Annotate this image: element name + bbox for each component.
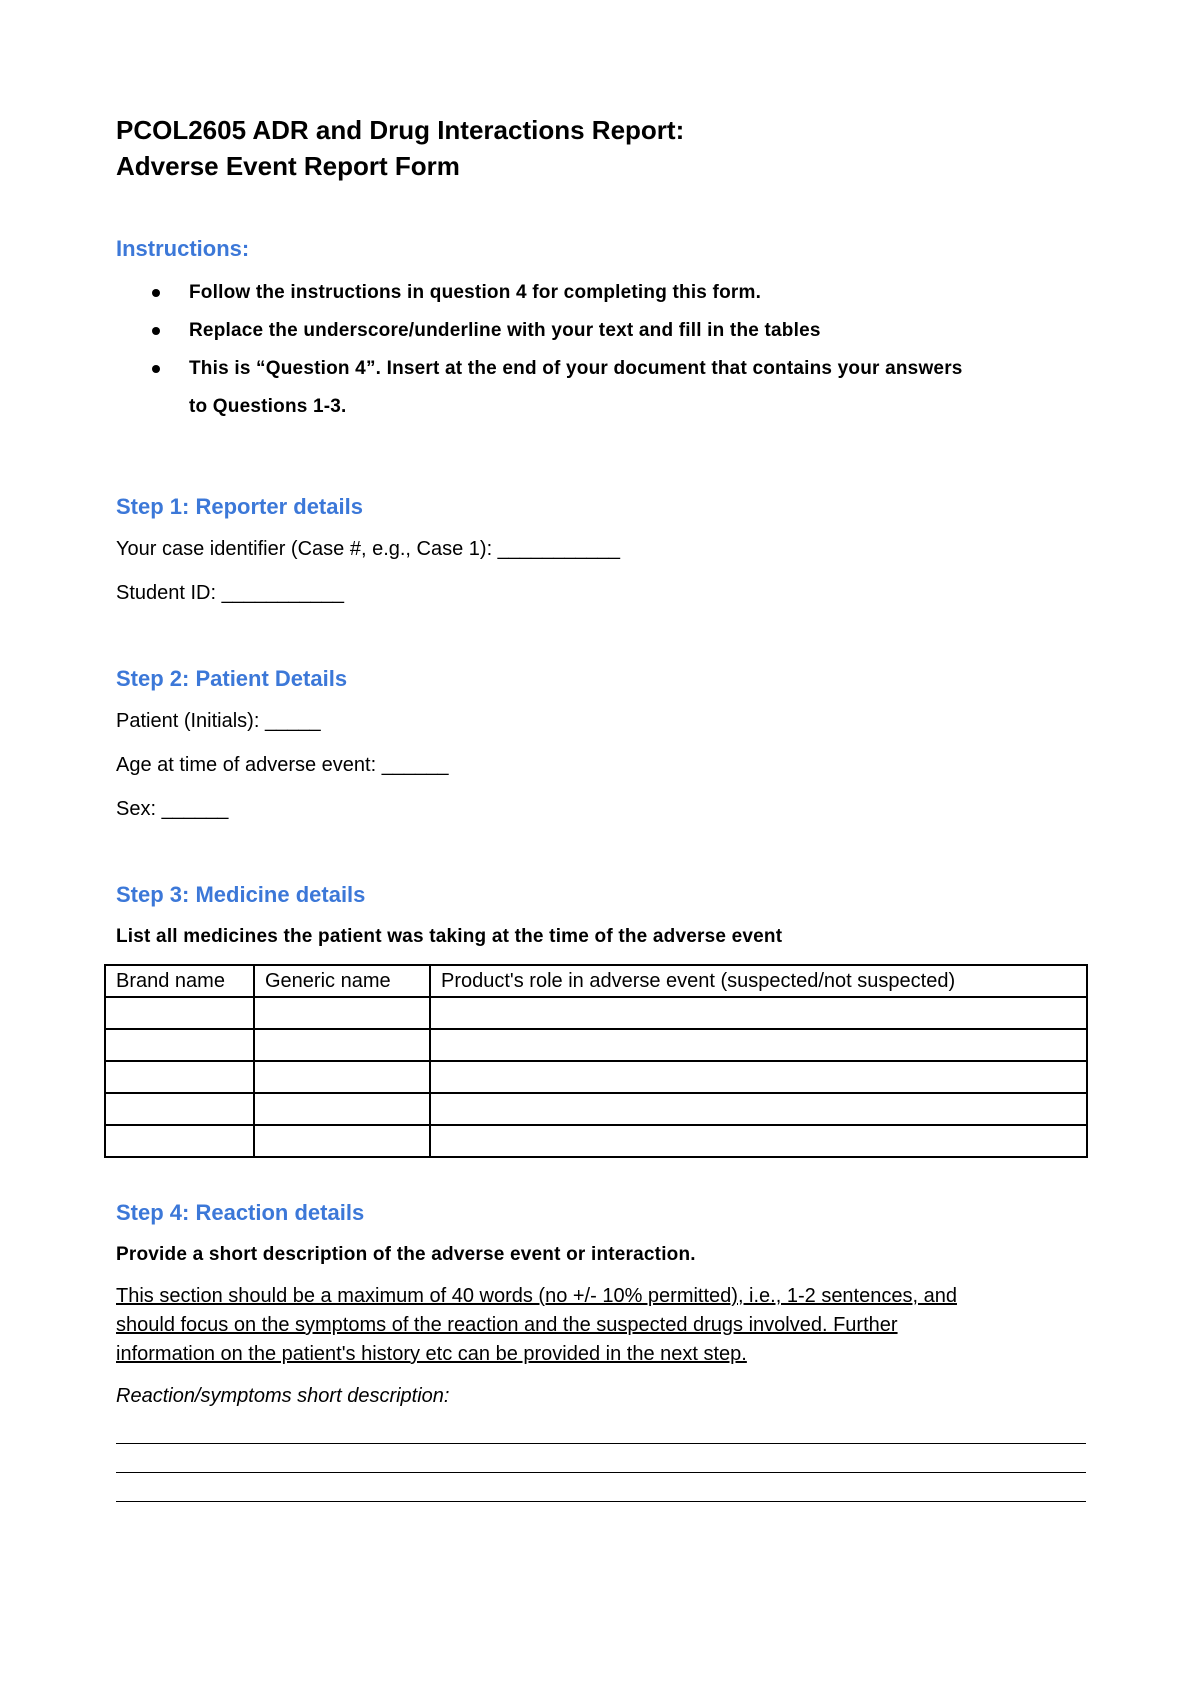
reaction-guidance-line: This section should be a maximum of 40 words (no +/- 10% permitted), i.e., 1-2 sentences, and bbox=[116, 1285, 957, 1307]
product-role-cell[interactable] bbox=[430, 1029, 1087, 1061]
table-row bbox=[105, 997, 1087, 1029]
reaction-description-label: Reaction/symptoms short description: bbox=[116, 1385, 450, 1407]
patient-sex-field[interactable]: Sex: ______ bbox=[116, 798, 229, 820]
reaction-guidance-line: information on the patient's history etc can be provided in the next step. bbox=[116, 1343, 747, 1365]
brand-name-cell[interactable] bbox=[105, 1125, 254, 1157]
generic-name-cell[interactable] bbox=[254, 1061, 430, 1093]
bullet-icon bbox=[152, 365, 160, 373]
product-role-cell[interactable] bbox=[430, 1093, 1087, 1125]
document-title-line-2: Adverse Event Report Form bbox=[116, 151, 460, 181]
brand-name-cell[interactable] bbox=[105, 1029, 254, 1061]
instruction-item-continuation: to Questions 1-3. bbox=[189, 396, 347, 417]
brand-name-cell[interactable] bbox=[105, 997, 254, 1029]
step2-heading: Step 2: Patient Details bbox=[116, 666, 348, 691]
generic-name-cell[interactable] bbox=[254, 997, 430, 1029]
brand-name-cell[interactable] bbox=[105, 1061, 254, 1093]
header-product-role: Product's role in adverse event (suspected/not suspected) bbox=[430, 965, 1087, 997]
reaction-description-line-3[interactable] bbox=[116, 1473, 1086, 1502]
table-row bbox=[105, 1093, 1087, 1125]
step1-heading: Step 1: Reporter details bbox=[116, 494, 363, 519]
patient-age-field[interactable]: Age at time of adverse event: ______ bbox=[116, 754, 449, 776]
generic-name-cell[interactable] bbox=[254, 1029, 430, 1061]
header-brand-name: Brand name bbox=[105, 965, 254, 997]
generic-name-cell[interactable] bbox=[254, 1093, 430, 1125]
reaction-guidance-line: should focus on the symptoms of the reaction and the suspected drugs involved. Further bbox=[116, 1314, 898, 1336]
table-row bbox=[105, 1061, 1087, 1093]
table-row bbox=[105, 1125, 1087, 1157]
header-generic-name: Generic name bbox=[254, 965, 430, 997]
reaction-instruction: Provide a short description of the adverse event or interaction. bbox=[116, 1244, 696, 1265]
product-role-cell[interactable] bbox=[430, 1125, 1087, 1157]
step4-heading: Step 4: Reaction details bbox=[116, 1200, 365, 1225]
medicine-list-instruction: List all medicines the patient was taking at the time of the adverse event bbox=[116, 926, 783, 947]
case-identifier-field[interactable]: Your case identifier (Case #, e.g., Case 1): ___________ bbox=[116, 538, 621, 560]
medicine-table-header-row bbox=[105, 965, 1087, 997]
patient-initials-field[interactable]: Patient (Initials): _____ bbox=[116, 710, 321, 732]
instruction-item: Replace the underscore/underline with your text and fill in the tables bbox=[116, 312, 1086, 350]
instructions-heading: Instructions: bbox=[116, 236, 250, 261]
instruction-item: This is “Question 4”. Insert at the end of your document that contains your answers bbox=[116, 350, 1086, 388]
medicine-table bbox=[104, 964, 1088, 1158]
student-id-field[interactable]: Student ID: ___________ bbox=[116, 582, 344, 604]
table-row bbox=[105, 1029, 1087, 1061]
reaction-description-line-2[interactable] bbox=[116, 1444, 1086, 1473]
bullet-icon bbox=[152, 327, 160, 335]
bullet-icon bbox=[152, 289, 160, 297]
generic-name-cell[interactable] bbox=[254, 1125, 430, 1157]
instructions-list bbox=[116, 274, 1086, 426]
document-content bbox=[116, 112, 1086, 1502]
product-role-cell[interactable] bbox=[430, 997, 1087, 1029]
reaction-description-line-1[interactable] bbox=[116, 1415, 1086, 1444]
document-title-line-1: PCOL2605 ADR and Drug Interactions Report: bbox=[116, 115, 685, 145]
brand-name-cell[interactable] bbox=[105, 1093, 254, 1125]
product-role-cell[interactable] bbox=[430, 1061, 1087, 1093]
instruction-item: Follow the instructions in question 4 for completing this form. bbox=[116, 274, 1086, 312]
step3-heading: Step 3: Medicine details bbox=[116, 882, 366, 907]
